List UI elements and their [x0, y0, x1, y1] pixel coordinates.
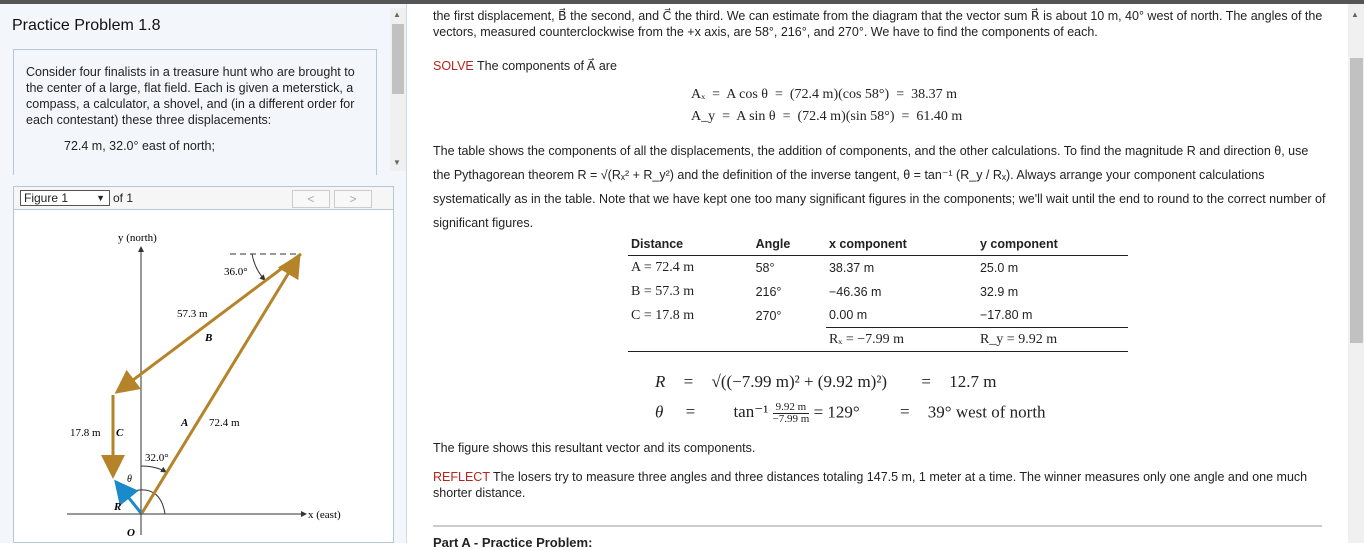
- equation-ay: A_y = A sin θ = (72.4 m)(sin 58°) = 61.40 m: [691, 109, 963, 124]
- vector-diagram: [14, 210, 395, 543]
- length-b-label: 57.3 m: [177, 308, 208, 320]
- equation-theta: [655, 402, 1046, 425]
- theta-result: 39° west of north: [927, 402, 1046, 422]
- theta-lhs: θ: [655, 402, 664, 422]
- part-a-heading: Part A - Practice Problem:: [433, 535, 593, 550]
- cell: 270°: [755, 308, 782, 323]
- cell: 38.37 m: [828, 260, 875, 275]
- table-header-row: [628, 233, 1128, 256]
- equals: =: [899, 402, 910, 422]
- header-distance: Distance: [628, 233, 753, 256]
- cell: B = 57.3 m: [631, 283, 695, 299]
- length-a-label: 72.4 m: [209, 417, 240, 429]
- left-panel: [0, 4, 407, 543]
- components-table: [628, 233, 1128, 352]
- header-angle: Angle: [753, 233, 826, 256]
- table-row: [628, 256, 1128, 280]
- figure-paragraph: The figure shows this resultant vector and its components.: [433, 441, 756, 455]
- cell: 0.00 m: [828, 308, 868, 323]
- sum-y: R_y = 9.92 m: [977, 328, 1128, 352]
- reflect-paragraph: [433, 469, 1328, 501]
- cell: −46.36 m: [828, 284, 882, 299]
- theta-value: = 129°: [813, 402, 860, 422]
- x-axis-label: x (east): [308, 509, 341, 521]
- table-paragraph: The table shows the components of all the displacements, the addition of components, and the other calculations. To find the magnitude R and direction θ, use the Pythagorean theorem R = √(Rₓ² + R_y²) and the definition of the inverse tangent, θ = tan⁻¹ (R_y / Rₓ). Always arrange your component calculations systematically as in the table. Note that we have kept one too many significant figures in the components; we'll wait until the end to round to the correct number of significant figures.: [433, 144, 1326, 230]
- equals: =: [921, 372, 931, 391]
- arctan: tan⁻¹: [733, 402, 769, 422]
- problem-title: Practice Problem 1.8: [12, 17, 161, 34]
- table-row: [628, 280, 1128, 304]
- vector-b: [117, 254, 301, 392]
- vector-b-label: B⃗: [205, 332, 221, 344]
- vector-a: [142, 256, 299, 513]
- y-axis-label: y (north): [118, 232, 157, 244]
- vector-a-label: A⃗: [181, 417, 197, 429]
- vector-c-label: C⃗: [116, 427, 132, 439]
- cell: C = 17.8 m: [631, 307, 695, 323]
- problem-scrollbar[interactable]: [390, 8, 406, 171]
- cell: 216°: [755, 284, 782, 299]
- figure-area: [13, 210, 394, 543]
- cell: A = 72.4 m: [631, 259, 695, 275]
- scroll-up-icon[interactable]: ▲: [393, 10, 401, 19]
- theta-label: θ: [127, 474, 132, 485]
- equals: =: [685, 402, 696, 422]
- header-y-component: y component: [977, 233, 1128, 256]
- angle-a-arc: [141, 466, 166, 472]
- figure-toolbar: [13, 186, 394, 210]
- scroll-thumb[interactable]: [1350, 58, 1363, 343]
- header-x-component: x component: [826, 233, 977, 256]
- solve-text: The components of A⃗ are: [473, 59, 617, 73]
- equation-r: [655, 374, 996, 390]
- solve-label: SOLVE: [433, 59, 474, 73]
- table-row: [628, 304, 1128, 328]
- length-c-label: 17.8 m: [70, 427, 101, 439]
- figure-select[interactable]: [20, 190, 110, 206]
- scroll-down-icon[interactable]: ▼: [393, 158, 401, 167]
- main-scrollbar[interactable]: [1348, 4, 1364, 543]
- r-lhs: R: [655, 372, 666, 391]
- chevron-down-icon: ▼: [96, 193, 105, 203]
- scroll-up-icon[interactable]: ▲: [1351, 10, 1359, 19]
- prev-figure-button[interactable]: <: [292, 190, 330, 208]
- cell: 32.9 m: [979, 284, 1019, 299]
- reflect-text: The losers try to measure three angles and three distances totaling 147.5 m, 1 meter at a time. The winner measures only one angle and one much shorter distance.: [433, 470, 1308, 500]
- first-displacement: 72.4 m, 32.0° east of north;: [64, 139, 215, 153]
- origin-label: O: [127, 527, 135, 539]
- denominator: −7.99 m: [772, 413, 810, 425]
- r-result: 12.7 m: [949, 372, 997, 391]
- angle-b-label: 36.0°: [224, 266, 248, 278]
- figure-count: of 1: [113, 191, 134, 205]
- cell: 25.0 m: [979, 260, 1019, 275]
- equation-ax: Aₓ = A cos θ = (72.4 m)(cos 58°) = 38.37 m: [691, 87, 957, 102]
- scroll-thumb[interactable]: [392, 24, 404, 94]
- section-divider: [433, 525, 1322, 527]
- reflect-label: REFLECT: [433, 470, 490, 484]
- angle-a-label: 32.0°: [145, 452, 169, 464]
- solve-paragraph: [433, 58, 1328, 74]
- angle-b-arc: [252, 254, 265, 280]
- figure-select-value: Figure 1: [24, 191, 69, 205]
- vector-r-label: R⃗: [114, 501, 130, 513]
- intro-paragraph: the first displacement, B⃗ the second, and C⃗ the third. We can estimate from the diagram that the vector sum R⃗ is about 10 m, 40° west of north. The angles of the vectors, measured counterclockwise from the +x axis, are 58°, 216°, and 270°. We have to find the components of each.: [433, 9, 1323, 39]
- equals: =: [683, 372, 694, 391]
- problem-text: Consider four finalists in a treasure hunt who are brought to the center of a large, flat field. Each is given a meterstick, a compass, a calculator, a shovel, and (in a different order for each contestant) these three displacements:: [26, 65, 355, 127]
- table-sum-row: [628, 328, 1128, 352]
- numerator: 9.92 m: [773, 402, 810, 414]
- cell: −17.80 m: [979, 308, 1033, 323]
- cell: 58°: [755, 260, 775, 275]
- sum-x: Rₓ = −7.99 m: [826, 328, 977, 352]
- problem-text-box[interactable]: [13, 49, 377, 175]
- r-expression: √((−7.99 m)² + (9.92 m)²): [711, 372, 888, 391]
- fraction: [773, 402, 810, 425]
- next-figure-button[interactable]: >: [334, 190, 372, 208]
